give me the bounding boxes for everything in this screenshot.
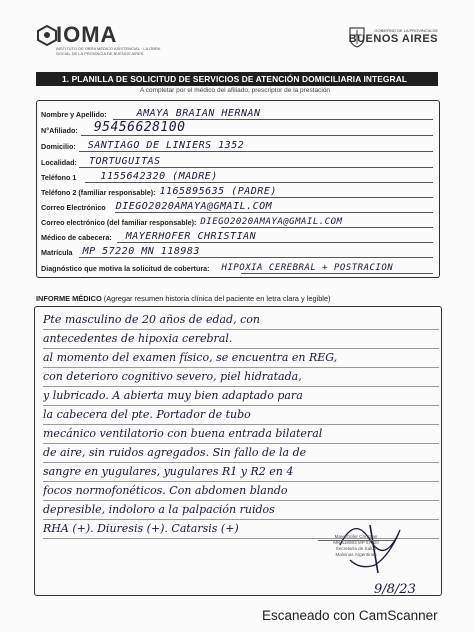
form-title: 1. PLANILLA DE SOLICITUD DE SERVICIOS DE ATENCIÓN DOMICILIARIA INTEGRAL [36,72,438,86]
field-label: Teléfono 2 (familiar responsable): [41,188,156,197]
field-label: Domicilio: [41,142,76,151]
report-line: RHA (+). Diuresis (+). Catarsis (+) [43,519,439,539]
field-row [41,214,342,227]
patient-data-form [36,100,440,278]
field-value: AMAYA BRAIAN HERNAN [136,108,261,119]
report-line: de aire, sin ruidos agregados. Sin fallo de la de [43,443,439,463]
stamp-city: Malvinas Argentinas [335,552,377,557]
field-value: MAYERHOFER CHRISTIAN [125,231,257,242]
field-value: SANTIAGO DE LINIERS 1352 [87,140,245,151]
field-label: Correo electrónico (del familiar responsable): [41,218,197,227]
report-line: depresible, indoloro a la palpación ruidos [43,500,439,520]
field-value: MP 57220 MN 118983 [82,246,200,257]
field-label: Nombre y Apellido: [41,110,107,119]
ioma-logo [56,22,166,56]
field-row [41,106,261,119]
handwritten-date: 9/8/23 [374,582,416,597]
report-line: mecánico ventilatorio con buena entrada bilateral [43,424,439,444]
field-row [41,199,272,212]
stamp-matricula: MN 118983 MP 57220 [333,540,379,545]
gov-small-text: GOBIERNO DE LA PROVINCIA DE [374,28,438,33]
stamp-name: Mayerhofer Christian [334,534,378,539]
field-row [41,260,393,273]
field-value: 95456628100 [93,120,186,135]
stamp-org: Secretaría de Salud [335,546,377,551]
field-label: Teléfono 1 [41,173,77,182]
field-row [41,122,185,135]
informe-title [36,294,331,303]
field-label: Localidad: [41,158,77,167]
field-row [41,229,256,242]
report-line: al momento del examen físico, se encuentra en REG, [43,348,439,368]
doctor-stamp [310,534,402,558]
report-line: la cabecera del pte. Portador de tubo [43,405,439,425]
field-label: Matrícula [41,248,73,257]
gov-logo [349,28,438,45]
gov-big-text: BUENOS AIRES [348,33,438,45]
field-value: DIEGO2020AMAYA@GMAIL.COM [200,217,343,227]
ioma-logo-icon [36,24,58,46]
field-label: Diagnóstico que motiva la solicitud de cobertura: [41,264,210,273]
field-value: 1155642320 (MADRE) [100,171,218,182]
field-value: TORTUGUITAS [88,156,161,167]
form-subtitle: A completar por el médico del afiliado, prescriptor de la prestación [140,87,331,94]
field-value: HIPOXIA CEREBRAL + POSTRACION [221,263,394,273]
report-line: focos normofonéticos. Con abdomen blando [43,481,439,501]
report-line: sangre en yugulares, yugulares R1 y R2 en 4 [43,462,439,482]
field-row [41,244,200,257]
field-label: Médico de cabecera: [41,233,112,242]
field-row [41,184,277,197]
field-value: 1165895635 (PADRE) [159,186,277,197]
field-row [41,154,161,167]
informe-title-bold: INFORME MÉDICO [36,294,102,303]
field-row [41,169,218,182]
informe-title-rest: (Agregar resumen historia clínica del paciente en letra clara y legible) [101,294,331,303]
field-value: DIEGO2020AMAYA@GMAIL.COM [115,201,273,212]
report-line: y lubricado. A abierta muy bien adaptado para [43,386,439,406]
field-row [41,138,244,151]
report-line: Pte masculino de 20 años de edad, con [43,310,439,330]
field-label: Correo Electrónico [41,203,106,212]
report-line: antecedentes de hipoxia cerebral. [43,329,439,349]
camscanner-watermark: Escaneado con CamScanner [262,608,438,623]
field-label: N°Afiliado: [41,126,78,135]
logo-text: IOMA [56,22,118,47]
report-line: con deterioro cognitivo severo, piel hidratada, [43,367,439,387]
logo-subtext: INSTITUTO DE OBRA MÉDICO ASISTENCIAL · LA OBRA SOCIAL DE LA PROVINCIA DE BUENOS AIRES [56,46,161,56]
